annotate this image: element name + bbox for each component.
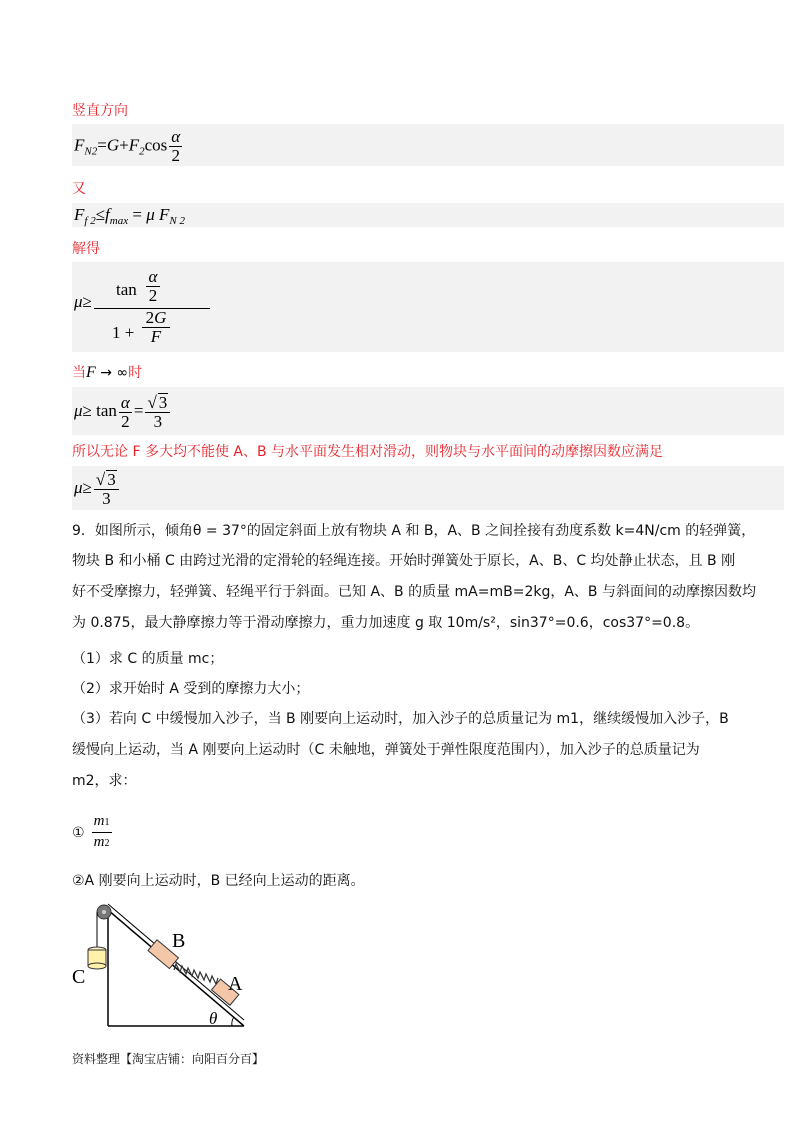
label-also: 又 (72, 181, 86, 197)
question-3-line-3: m2，求： (72, 773, 137, 789)
angle-arc (232, 1017, 234, 1026)
label-theta: θ (209, 1009, 218, 1028)
problem-line-2: 物块 B 和小桶 C 由跨过光滑的定滑轮的轻绳连接。开始时弹簧处于原长，A、B、C 均处静止状态，且 B 刚 (72, 553, 736, 569)
label-vertical: 竖直方向 (72, 103, 128, 119)
equation-mu-limit: μ≥ tan $\frac{\alpha}{2}$ = $\frac{√ 3}{3}$ (72, 387, 784, 435)
question-2: （2）求开始时 A 受到的摩擦力大小； (72, 681, 310, 697)
pulley-hub (102, 910, 106, 914)
rope-line (108, 904, 244, 1020)
equation-friction: $F_{f 2}\le f_{max} = \mu$ $F_{N 2}$ (72, 203, 784, 227)
problem-line-1: 9．如图所示，倾角θ = 37°的固定斜面上放有物块 A 和 B，A、B 之间拴接有劲度系数 k=4N/cm 的轻弹簧， (72, 523, 756, 539)
footer-source: 资料整理【淘宝店铺：向阳百分百】 (72, 1052, 265, 1066)
question-3-line-1: （3）若向 C 中缓慢加入沙子，当 B 刚要向上运动时，加入沙子的总质量记为 m1，继续缓慢加入沙子，B (72, 711, 729, 727)
incline-line (108, 910, 244, 1026)
sub-question-1: ① $\frac{m1}{m2}$ (72, 813, 110, 850)
label-when: 当F → ∞时 (72, 364, 143, 381)
question-1: （1）求 C 的质量 mc； (72, 651, 224, 667)
question-3-line-2: 缓慢向上运动，当 A 刚要向上运动时（C 未触地，弹簧处于弹性限度范围内），加入沙子的总质量记为 (72, 742, 700, 758)
label-conclusion: 所以无论 F 多大均不能使 A、B 与水平面发生相对滑动，则物块与水平面间的动摩擦因数应满足 (72, 444, 664, 460)
sub-question-2: ②A 刚要向上运动时，B 已经向上运动的距离。 (72, 873, 365, 889)
label-c: C (72, 966, 86, 988)
label-a: A (228, 973, 243, 995)
equation-mu-final: μ≥ $\frac{√ 3}{3}$ (72, 466, 784, 510)
problem-line-4: 为 0.875，最大静摩擦力等于滑动摩擦力，重力加速度 g 取 10m/s²，sin37°=0.6，cos37°=0.8。 (72, 615, 700, 631)
spring-icon (174, 964, 218, 984)
label-solve: 解得 (72, 241, 100, 257)
equation-mu-general: μ≥ tan α 2 1 + 2G F (72, 262, 784, 352)
problem-line-3: 好不受摩擦力，轻弹簧、轻绳平行于斜面。已知 A、B 的质量 mA=mB=2kg，A、B 与斜面间的动摩擦因数均 (72, 584, 756, 600)
incline-figure (72, 900, 262, 1032)
label-b: B (172, 930, 186, 952)
equation-fn2: $F_{N2}=G+F_2\cos$ $\frac{\alpha}{2}$ (72, 124, 784, 166)
